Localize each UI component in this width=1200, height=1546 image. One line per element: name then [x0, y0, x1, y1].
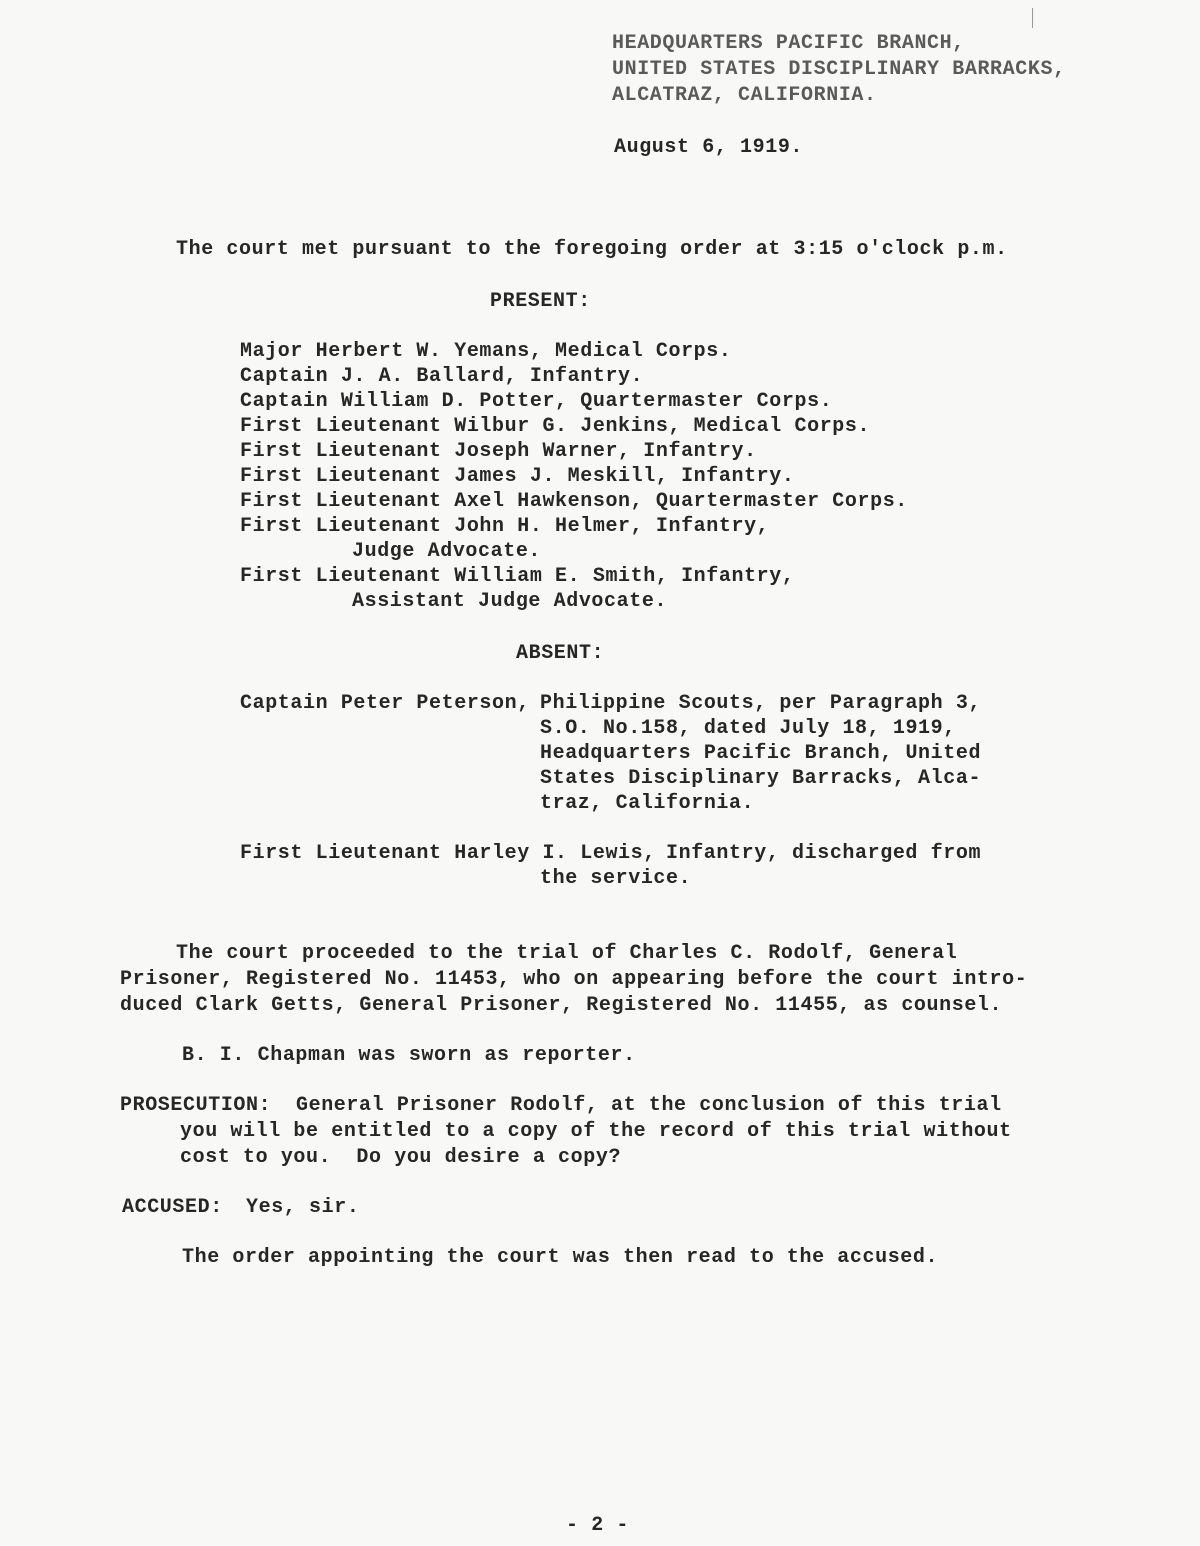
- present-line: Captain William D. Potter, Quartermaster Corps.: [240, 390, 833, 413]
- prosecution-line: cost to you. Do you desire a copy?: [180, 1146, 622, 1169]
- trial-line: duced Clark Getts, General Prisoner, Registered No. 11455, as counsel.: [120, 994, 1003, 1017]
- absent-heading: ABSENT:: [516, 642, 605, 665]
- trial-line: Prisoner, Registered No. 11453, who on appearing before the court intro-: [120, 968, 1028, 991]
- present-line: Captain J. A. Ballard, Infantry.: [240, 365, 644, 388]
- accused-response: Yes, sir.: [246, 1196, 360, 1219]
- accused-label: ACCUSED:: [122, 1196, 223, 1219]
- absent-first-detail: traz, California.: [540, 792, 755, 815]
- present-line: First Lieutenant Joseph Warner, Infantry.: [240, 440, 757, 463]
- page-number: - 2 -: [566, 1514, 630, 1537]
- absent-first-detail: S.O. No.158, dated July 18, 1919,: [540, 717, 956, 740]
- absent-first-name: Captain Peter Peterson,: [240, 692, 530, 715]
- absent-second-detail: the service.: [540, 867, 692, 890]
- reporter-line: B. I. Chapman was sworn as reporter.: [182, 1044, 636, 1067]
- prosecution-line: you will be entitled to a copy of the record of this trial without: [180, 1120, 1012, 1143]
- absent-first-detail: States Disciplinary Barracks, Alca-: [540, 767, 982, 790]
- opening-paragraph: The court met pursuant to the foregoing order at 3:15 o'clock p.m.: [176, 238, 1008, 261]
- present-line: First Lieutenant Wilbur G. Jenkins, Medical Corps.: [240, 415, 871, 438]
- trial-line: The court proceeded to the trial of Charles C. Rodolf, General: [176, 942, 958, 965]
- present-line: First Lieutenant Axel Hawkenson, Quartermaster Corps.: [240, 490, 908, 513]
- present-line: First Lieutenant James J. Meskill, Infantry.: [240, 465, 795, 488]
- header-line-2: UNITED STATES DISCIPLINARY BARRACKS,: [612, 58, 1066, 81]
- prosecution-line: General Prisoner Rodolf, at the conclusion of this trial: [296, 1094, 1002, 1117]
- closing-line: The order appointing the court was then read to the accused.: [182, 1246, 939, 1269]
- absent-second-detail: Infantry, discharged from: [666, 842, 982, 865]
- present-line: Major Herbert W. Yemans, Medical Corps.: [240, 340, 732, 363]
- absent-first-detail: Headquarters Pacific Branch, United: [540, 742, 982, 765]
- prosecution-label: PROSECUTION:: [120, 1094, 272, 1117]
- header-date: August 6, 1919.: [614, 136, 804, 159]
- present-line: First Lieutenant William E. Smith, Infantry,: [240, 565, 795, 588]
- present-line-indented: Judge Advocate.: [352, 540, 542, 563]
- header-line-1: HEADQUARTERS PACIFIC BRANCH,: [612, 32, 965, 55]
- present-line: First Lieutenant John H. Helmer, Infantry,: [240, 515, 770, 538]
- present-heading: PRESENT:: [490, 290, 591, 313]
- header-line-3: ALCATRAZ, CALIFORNIA.: [612, 84, 877, 107]
- absent-second-name: First Lieutenant Harley I. Lewis,: [240, 842, 656, 865]
- absent-first-detail: Philippine Scouts, per Paragraph 3,: [540, 692, 982, 715]
- margin-mark: [1032, 8, 1033, 28]
- present-line-indented: Assistant Judge Advocate.: [352, 590, 668, 613]
